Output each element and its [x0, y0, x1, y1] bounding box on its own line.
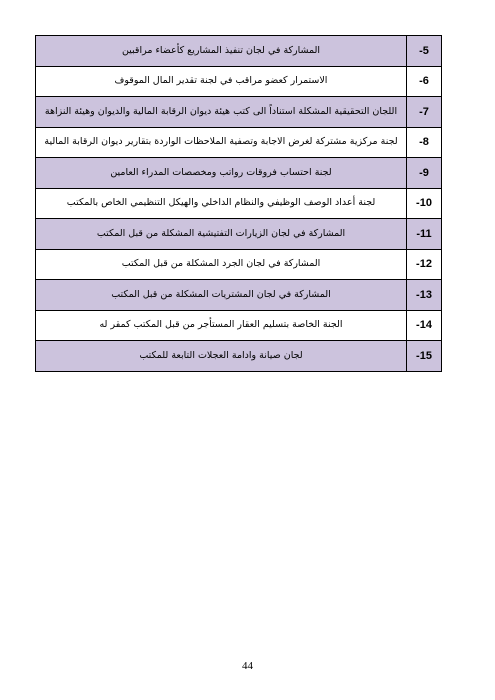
table-row [36, 158, 442, 189]
row-text: لجنة احتساب فروقات رواتب ومخصصات المدراء العامين [36, 158, 407, 189]
table-row [36, 341, 442, 372]
row-text: المشاركة في لجان تنفيذ المشاريع كأعضاء مراقبين [36, 36, 407, 67]
table-row [36, 280, 442, 311]
row-number: 12- [407, 249, 442, 280]
row-text: لجان صيانة وادامة العجلات التابعة للمكتب [36, 341, 407, 372]
row-number: 10- [407, 188, 442, 219]
table-row [36, 127, 442, 158]
row-text: اللجان التحقيقية المشكلة استناداً الى كتب هيئة ديوان الرقابة المالية والديوان وهيئة النزاهة [36, 97, 407, 128]
row-number: 14- [407, 310, 442, 341]
row-number: 6- [407, 66, 442, 97]
table-row [36, 36, 442, 67]
page-number: 44 [242, 660, 253, 672]
table-row [36, 97, 442, 128]
table-row [36, 66, 442, 97]
committees-table [35, 35, 442, 372]
row-number: 8- [407, 127, 442, 158]
table-body [36, 36, 442, 372]
table-row [36, 310, 442, 341]
row-text: المشاركة في لجان المشتريات المشكلة من قبل المكتب [36, 280, 407, 311]
row-number: 11- [407, 219, 442, 250]
row-number: 15- [407, 341, 442, 372]
row-text: لجنة أعداد الوصف الوظيفي والنظام الداخلي والهيكل التنظيمي الخاص بالمكتب [36, 188, 407, 219]
row-number: 13- [407, 280, 442, 311]
row-number: 7- [407, 97, 442, 128]
table-row [36, 249, 442, 280]
row-number: 9- [407, 158, 442, 189]
row-text: المشاركة في لجان الزيارات التفتيشية المشكلة من قبل المكتب [36, 219, 407, 250]
row-text: الجنة الخاصة بتسليم العقار المستأجر من قبل المكتب كمقر له [36, 310, 407, 341]
row-text: الاستمرار كعضو مراقب في لجنة تقدير المال الموقوف [36, 66, 407, 97]
row-text: المشاركة في لجان الجرد المشكلة من قبل المكتب [36, 249, 407, 280]
row-text: لجنة مركزية مشتركة لغرض الاجابة وتصفية الملاحظات الواردة بتقارير ديوان الرقابة المالية [36, 127, 407, 158]
table-row [36, 219, 442, 250]
table-row [36, 188, 442, 219]
row-number: 5- [407, 36, 442, 67]
